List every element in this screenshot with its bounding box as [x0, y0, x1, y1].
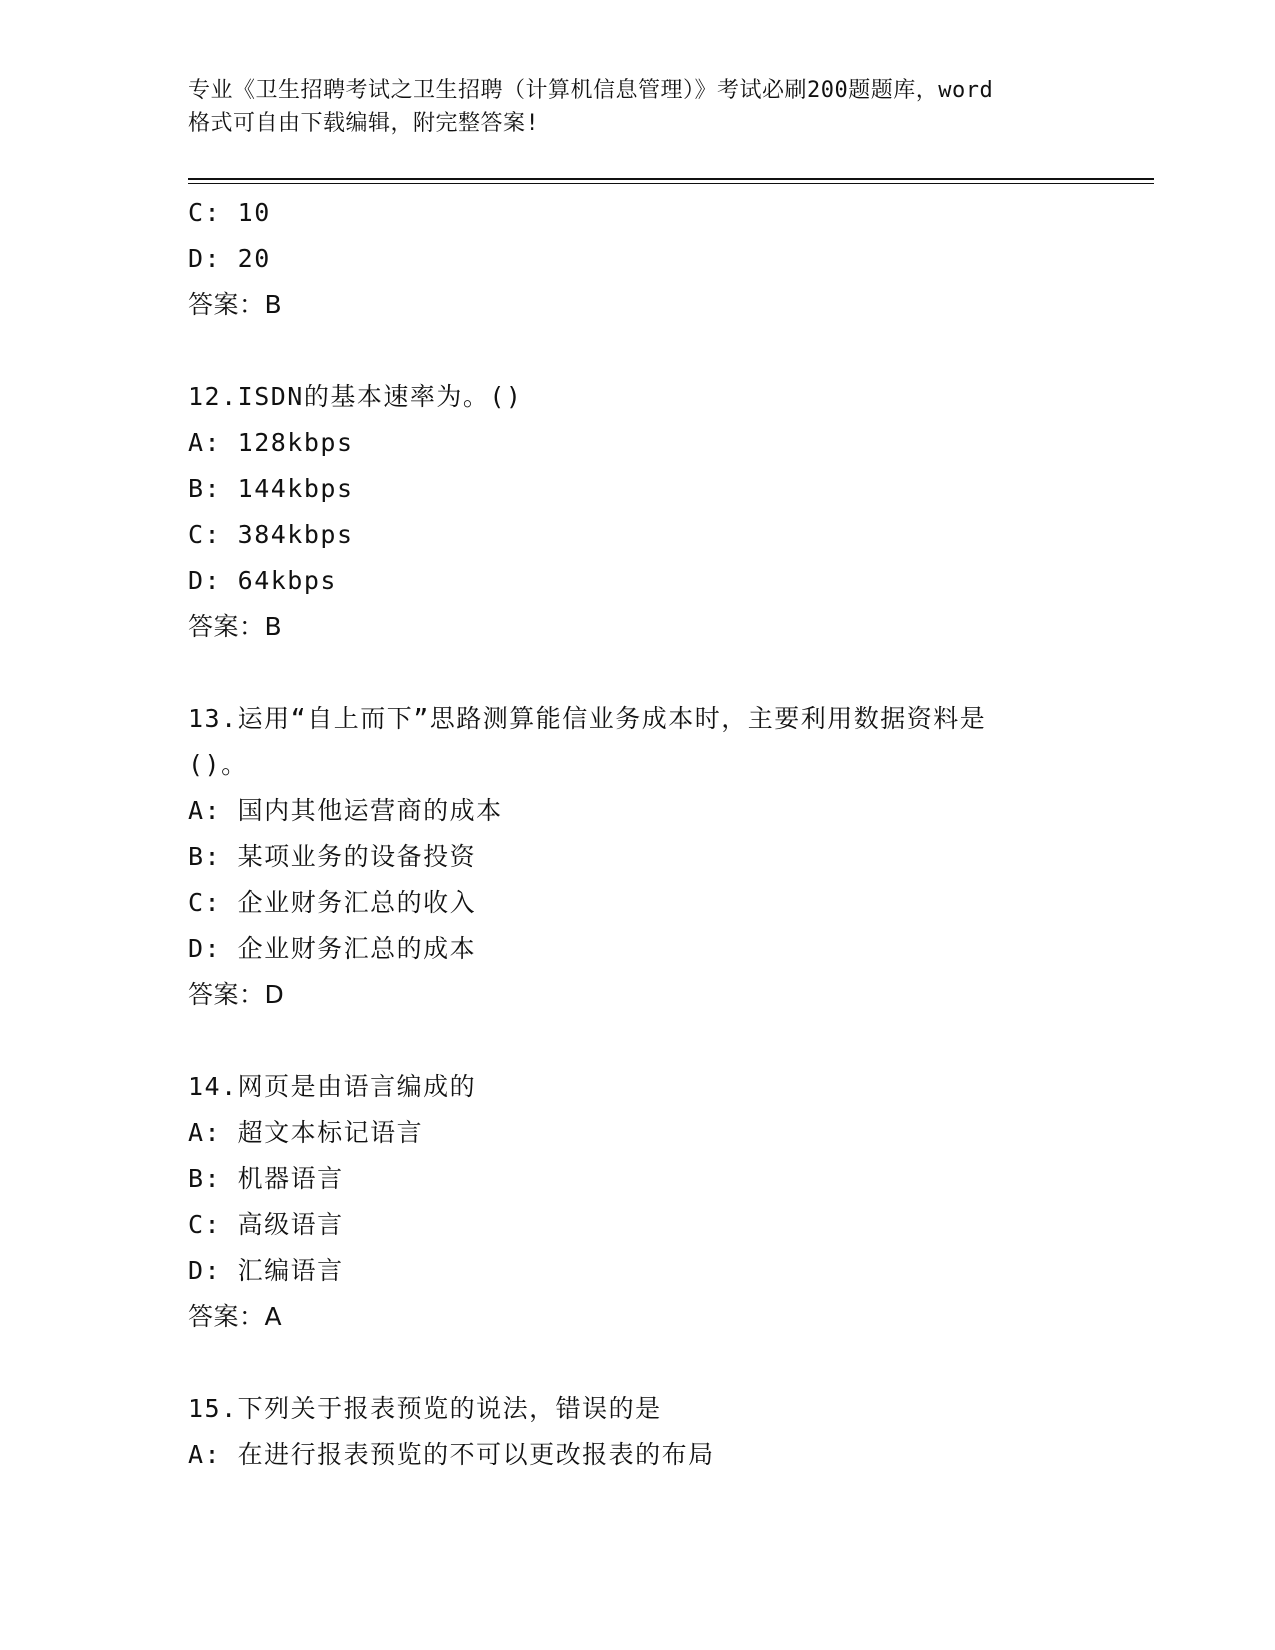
option-d: D: 20 [188, 244, 271, 273]
option-c: C: 企业财务汇总的收入 [188, 888, 477, 917]
question-block-12 [188, 374, 1088, 650]
option-a: A: 128kbps [188, 428, 354, 457]
spacer [188, 1340, 1088, 1386]
option-c: C: 384kbps [188, 520, 354, 549]
header-title-line-2: 格式可自由下载编辑，附完整答案! [188, 111, 540, 136]
question-block-14 [188, 1064, 1088, 1340]
header-divider-thick [188, 178, 1154, 180]
question-list [188, 190, 1088, 1478]
question-text: 12.ISDN的基本速率为。() [188, 382, 523, 411]
option-c: C: 高级语言 [188, 1210, 344, 1239]
option-a: A: 超文本标记语言 [188, 1118, 424, 1147]
answer-line: 答案：A [188, 1302, 283, 1331]
question-text: 15.下列关于报表预览的说法，错误的是 [188, 1394, 662, 1423]
answer-line: 答案：B [188, 612, 283, 641]
question-block-13 [188, 696, 1088, 1018]
question-text: 14.网页是由语言编成的 [188, 1072, 477, 1101]
option-c: C: 10 [188, 198, 271, 227]
question-text-line-1: 13.运用“自上而下”思路测算能信业务成本时，主要利用数据资料是 [188, 704, 987, 733]
option-a: A: 国内其他运营商的成本 [188, 796, 503, 825]
spacer [188, 650, 1088, 696]
spacer [188, 1018, 1088, 1064]
document-header [188, 74, 1088, 140]
option-b: B: 机器语言 [188, 1164, 344, 1193]
option-a: A: 在进行报表预览的不可以更改报表的布局 [188, 1440, 715, 1469]
option-d: D: 汇编语言 [188, 1256, 344, 1285]
answer-line: 答案：D [188, 980, 285, 1009]
header-title-line-1: 专业《卫生招聘考试之卫生招聘（计算机信息管理）》考试必刷200题题库，word [188, 78, 994, 103]
question-text-line-2: ()。 [188, 750, 248, 779]
question-block-11 [188, 190, 1088, 328]
spacer [188, 328, 1088, 374]
answer-line: 答案：B [188, 290, 283, 319]
option-b: B: 144kbps [188, 474, 354, 503]
option-d: D: 64kbps [188, 566, 337, 595]
option-d: D: 企业财务汇总的成本 [188, 934, 477, 963]
option-b: B: 某项业务的设备投资 [188, 842, 477, 871]
header-divider-thin [188, 183, 1154, 184]
question-block-15 [188, 1386, 1088, 1478]
